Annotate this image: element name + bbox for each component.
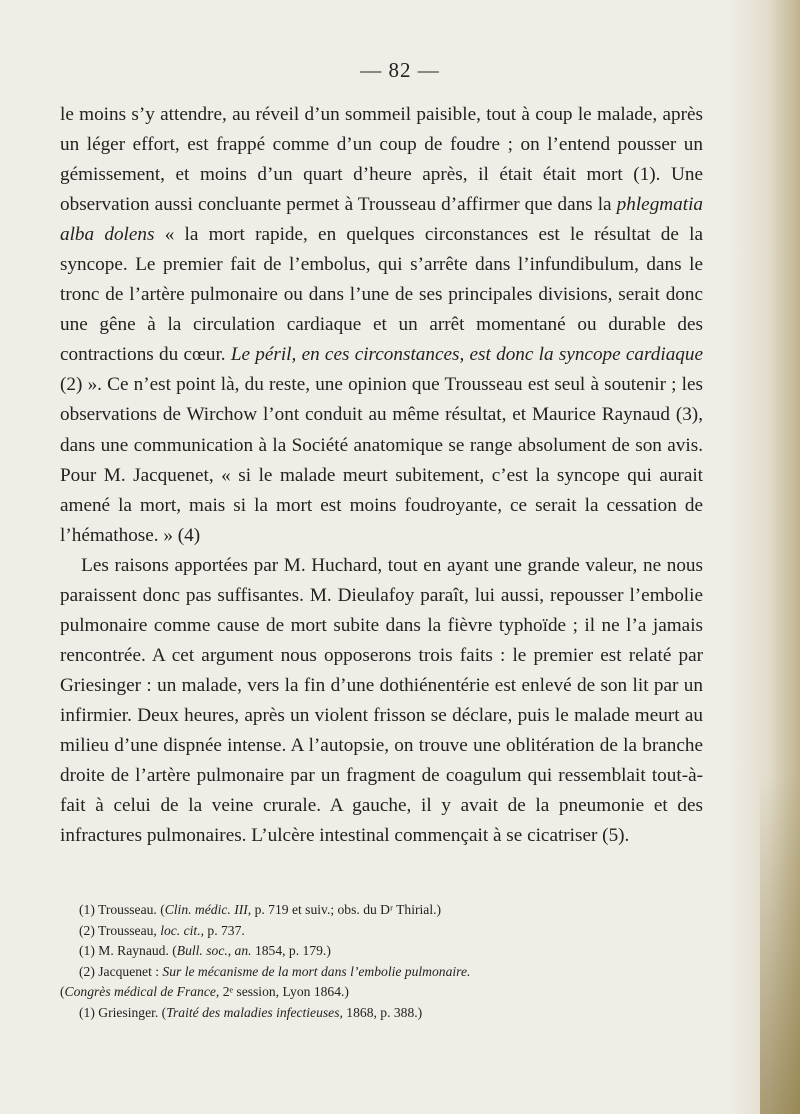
paragraph-1-italic-a: phlegmatia alba dolens [60, 194, 703, 246]
paragraph-2: Les raisons apportées par M. Huchard, tout en ayant une grande valeur, ne nous paraissent donc pas suffisantes. M. Dieulafoy paraît, lui aussi, repousser l’embolie pulmonaire comme cause de mort subite dans la fièvre typhoïde ; il ne l’a jamais rencontrée. A cet argument nous opposerons trois faits : le premier est relaté par Griesinger : un malade, vers la fin d’une dothiénentérie est enlevé de son lit par un infirmier. Deux heures, après un violent frisson se déclare, puis le malade meurt au milieu d’une dispnée intense. A l’autopsie, on trouve une oblitération de la branche droite de l’artère pulmonaire par un fragment de coagulum qui ressemblait tout-à-fait à celui de la veine crurale. A gauche, il y avait de la pneumonie et des infractures pulmonaires. L’ulcère intestinal commençait à se cicatriser (5). [60, 554, 703, 847]
body-text [60, 100, 703, 851]
footnote-3-b: Bull. soc., an. [176, 943, 252, 959]
footnote-4b-a: ( [60, 984, 65, 1000]
footnote-4-b: Sur le mécanisme de la mort dans l’embolie pulmonaire. [162, 963, 471, 979]
paragraph-1-italic-b: Le péril, en ces circonstances, est donc la syncope cardiaque [230, 344, 703, 366]
footnote-3 [60, 941, 703, 962]
footnote-3-c: 1854, p. 179.) [251, 943, 331, 959]
paragraph-1-text-c: (2) ». Ce n’est point là, du reste, une opinion que Trousseau est seul à soutenir ; les observations de Wirchow l’ont conduit au même résultat, et Maurice Raynaud (3), dans une communication à la Société anatomique se range absolument de son avis. Pour M. Jacquenet, « si le malade meurt subitement, c’est la syncope qui aurait amené la mort, mais si la mort est moins foudroyante, ce serait la cessation de l’hémathose. » (4) [60, 374, 703, 546]
footnote-2-b: loc. cit., [160, 922, 204, 938]
footnote-4 [60, 962, 703, 983]
footnote-4-continuation [60, 982, 703, 1003]
footnote-5 [60, 1003, 703, 1024]
footnote-1-c: p. 719 et suiv.; obs. du Dʳ Thirial.) [251, 902, 442, 917]
footnote-3-a: (1) M. Raynaud. ( [79, 943, 177, 959]
footnote-1-b: Clin. médic. III, [164, 902, 252, 917]
footnote-4-a: (2) Jacquenet : [79, 963, 163, 979]
footnote-2-a: (2) Trousseau, [79, 922, 161, 938]
footnote-4b-c: 2ᵉ session, Lyon 1864.) [219, 984, 349, 1000]
footnote-1 [60, 900, 703, 921]
paragraph-1 [60, 100, 703, 551]
footnote-2-c: p. 737. [204, 922, 245, 938]
footnote-2 [60, 921, 703, 942]
footnote-5-c: 1868, p. 388.) [342, 1004, 423, 1020]
footnote-5-a: (1) Griesinger. ( [79, 1004, 167, 1020]
footnote-5-b: Traité des maladies infectieuses, [166, 1004, 343, 1020]
footnote-1-a: (1) Trousseau. ( [79, 902, 165, 917]
page-edge-stain [760, 774, 800, 1114]
page-number: — 82 — [360, 58, 440, 82]
paragraph-1-text-b: « la mort rapide, en quelques circonstances est le résultat de la syncope. Le premier fait de l’embolus, qui s’arrête dans l’infundibulum, dans le tronc de l’artère pulmonaire ou dans l’une de ses principales divisions, serait donc une gêne à la circulation cardiaque et un arrêt momentané ou durable des contractions du cœur. [60, 224, 703, 366]
footnote-4b-b: Congrès médical de France, [64, 984, 220, 1000]
footnotes [60, 900, 703, 1024]
paragraph-1-text-a: le moins s’y attendre, au réveil d’un sommeil paisible, tout à coup le malade, après un léger effort, est frappé comme d’un coup de foudre ; on l’entend pousser un gémissement, et moins d’un quart d’heure après, il était était mort (1). Une observation aussi concluante permet à Trousseau d’affirmer que dans la [60, 104, 703, 216]
